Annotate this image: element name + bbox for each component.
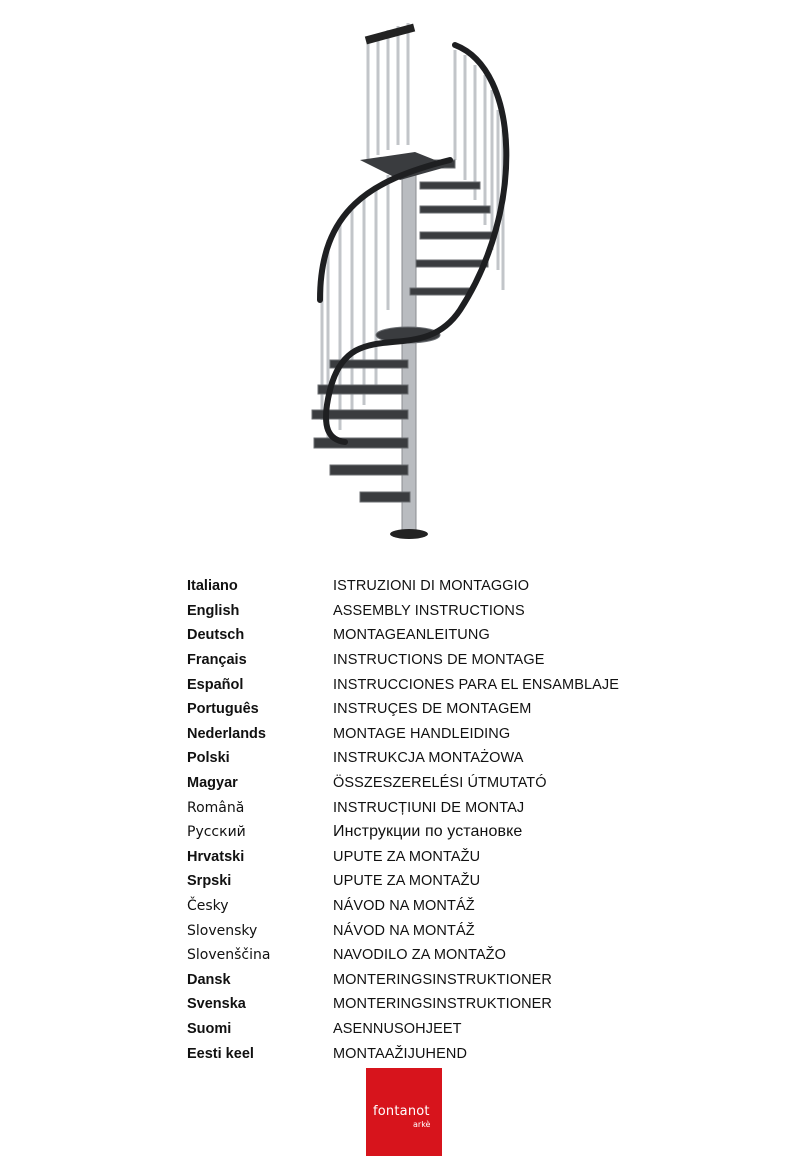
language-row (187, 894, 707, 919)
instruction-title: INSTRUCTIONS DE MONTAGE (333, 652, 545, 669)
language-name: Italiano (187, 578, 238, 595)
instruction-title: MONTERINGSINSTRUKTIONER (333, 971, 552, 988)
language-row (187, 648, 707, 673)
language-name: Português (187, 701, 259, 718)
language-name: Nederlands (187, 725, 266, 742)
language-name: Dansk (187, 971, 231, 988)
language-row (187, 574, 707, 599)
instruction-title: MONTERINGSINSTRUKTIONER (333, 996, 552, 1013)
instruction-title: INSTRUCȚIUNI DE MONTAJ (333, 799, 525, 816)
language-name: Slovensky (187, 922, 258, 939)
instruction-title: MONTAGE HANDLEIDING (333, 725, 511, 742)
fontanot-logo (366, 1068, 442, 1156)
language-name: Suomi (187, 1020, 232, 1037)
language-row (187, 746, 707, 771)
language-row (187, 599, 707, 624)
instruction-title: NÁVOD NA MONTÁŽ (333, 898, 475, 915)
language-row (187, 722, 707, 747)
instruction-title: INSTRUKCJA MONTAŻOWA (333, 750, 524, 767)
instruction-title: NÁVOD NA MONTÁŽ (333, 922, 475, 939)
instruction-title: MONTAGEANLEITUNG (333, 627, 490, 644)
language-name: Română (187, 799, 245, 816)
instruction-title: INSTRUÇES DE MONTAGEM (333, 701, 532, 718)
language-name: Polski (187, 750, 230, 767)
language-name: Hrvatski (187, 848, 245, 865)
language-row (187, 771, 707, 796)
language-row (187, 968, 707, 993)
language-row (187, 869, 707, 894)
instruction-title: ÖSSZESZERELÉSI ÚTMUTATÓ (333, 775, 547, 792)
language-name: Français (187, 652, 247, 669)
logo-brand-text: fontanot (373, 1104, 430, 1119)
language-name: Deutsch (187, 627, 245, 644)
language-name: Svenska (187, 996, 246, 1013)
instruction-title: NAVODILO ZA MONTAŽO (333, 947, 506, 964)
instruction-title: ISTRUZIONI DI MONTAGGIO (333, 578, 530, 595)
instruction-title: INSTRUCCIONES PARA EL ENSAMBLAJE (333, 676, 620, 693)
language-row (187, 623, 707, 648)
language-row (187, 918, 707, 943)
language-row (187, 697, 707, 722)
language-list (187, 574, 707, 1066)
spiral-staircase-illustration (290, 10, 530, 550)
language-row (187, 1041, 707, 1066)
language-row (187, 795, 707, 820)
language-name: Slovenščina (187, 947, 271, 964)
language-name: Srpski (187, 873, 232, 890)
instruction-title: MONTAAŽIJUHEND (333, 1045, 468, 1062)
logo-sub-text: arkè (413, 1120, 431, 1129)
language-name: English (187, 602, 240, 619)
instruction-title: ASSEMBLY INSTRUCTIONS (333, 602, 525, 619)
language-row (187, 820, 707, 845)
language-name: Русский (187, 824, 246, 841)
language-row (187, 845, 707, 870)
language-row (187, 1017, 707, 1042)
language-row (187, 943, 707, 968)
instruction-title: ASENNUSOHJEET (333, 1020, 462, 1037)
instruction-title: UPUTE ZA MONTAŽU (333, 873, 481, 890)
language-row (187, 992, 707, 1017)
language-name: Česky (187, 898, 229, 915)
instruction-title: Инструкции по установке (333, 823, 523, 841)
language-name: Español (187, 676, 244, 693)
language-name: Magyar (187, 775, 238, 792)
instruction-title: UPUTE ZA MONTAŽU (333, 848, 481, 865)
language-row (187, 672, 707, 697)
language-name: Eesti keel (187, 1045, 254, 1062)
